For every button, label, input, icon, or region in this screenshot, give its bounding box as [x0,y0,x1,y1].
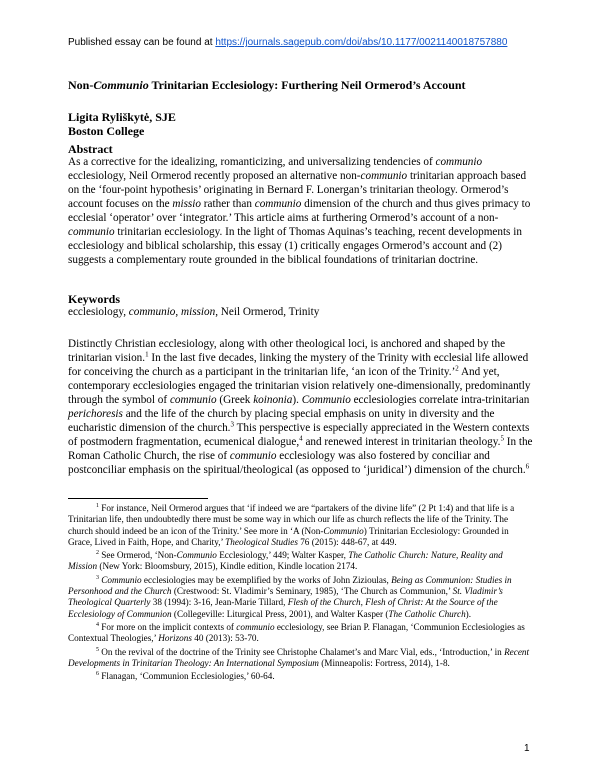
footnote-ref: 4 [299,434,303,443]
footnote-6: $^6$ Flanagan, ‘Communion Ecclesiologies,’ 60-64. [96,671,275,682]
author-block [68,110,176,138]
body-paragraph: Distinctly Christian ecclesiology, along with other theological loci, is anchored and shaped by the trinitarian vision.$^1$ In the last five decades, linking the mystery of the Trinity with ecclesial life allowed for conceiving the church as a participant in the trinitarian life, ‘an icon of the Trinity.’$^2$ And yet, contemporary ecclesiologies engaged the trinitarian vision relatively one-dimensionally, predominantly through the symbol of communio (Greek koinonia). Communio ecclesiologies correlate intra-trinitarian perichoresis and the life of the church by placing special emphasis on unity in diversity and the eucharistic dimension of the church.$^3$ This perspective is especially appreciated in the Western contexts of postmodern fragmentation, ecumenical dialogue,$^4$ and renewed interest in trinitarian theology.$^5$ In the Roman Catholic Church, the rise of communio ecclesiology was also fostered by conciliar and postconciliar emphasis on the spiritual/theological (as opposed to ‘juridical’) dimension of the church.$^6$ [68,338,533,476]
keywords-text: ecclesiology, communio, mission, Neil Ormerod, Trinity [68,306,320,318]
author-name: Ligita Ryliškytė, SJE [68,110,176,124]
footnote-ref: 1 [145,350,149,359]
page-number: 1 [524,743,530,754]
footnote-ref: 6 [525,462,530,471]
publication-note [68,37,507,48]
doi-link[interactable]: https://journals.sagepub.com/doi/abs/10.1177/0021140018757880 [215,37,508,48]
footnote-ref: 3 [230,420,234,429]
footnote-ref: 5 [500,434,504,443]
footnotes [68,503,534,684]
author-affiliation: Boston College [68,124,145,138]
footnote-3: $^3$ Communio ecclesiologies may be exemplified by the works of John Zizioulas, Being as Communion: Studies in Personhood and the Church (Crestwood: St. Vladimir’s Seminary, 1985), ‘The Church as Communion,’ St. Vladimir’s Theological Quarterly 38 (1994): 3-16, Jean-Marie Tillard, Flesh of the Church, Flesh of Christ: At the Source of the Ecclesiology of Communion (Collegeville: Liturgical Press, 2001), and Walter Kasper (The Catholic Church). [68,574,512,619]
article-title: Non-Communio Trinitarian Ecclesiology: Furthering Neil Ormerod’s Account [68,78,466,92]
keywords-heading: Keywords [68,292,120,306]
footnote-5: $^5$ On the revival of the doctrine of the Trinity see Christophe Chalamet’s and Marc Vial, eds., ‘Introduction,’ in Recent Developments in Trinitarian Theology: An International Symposium (Minneapolis: Fortress, 2014), 1-8. [68,646,530,668]
abstract-text: As a corrective for the idealizing, romanticizing, and universalizing tendencies of communio ecclesiology, Neil Ormerod recently proposed an alternative non-communio trinitarian approach based on the ‘four-point hypothesis’ originating in Bernard F. Lonergan’s trinitarian theology. Ormerod’s account focuses on the missio rather than communio dimension of the church and thus gives primacy to ecclesial ‘operator’ over ‘integrator.’ This article aims at furthering Ormerod’s account of a non-communio trinitarian ecclesiology. In the light of Thomas Aquinas’s teaching, recent developments in ecclesiology and biblical scholarship, this essay (1) critically engages Ormerod’s account and (2) suggests a complementary route grounded in the biblical foundations of trinitarian doctrine. [68,156,531,266]
footnote-divider [68,498,208,499]
footnote-4: $^4$ For more on the implicit contexts of communio ecclesiology, see Brian P. Flanagan, ‘Communion Ecclesiologies as Contextual Theologies,’ Horizons 40 (2013): 53-70. [68,621,525,644]
footnote-1: $^1$ For instance, Neil Ormerod argues that ‘if indeed we are “partakers of the divine life” (2 Pt 1:4) and that life is a Trinitarian life, then undoubtedly there must be some way in which our life as church reflects the life of the Trinity. The church should indeed be an icon of the Trinity.’ See more in ‘A (Non-Communio) Trinitarian Ecclesiology: Grounded in Grace, Lived in Faith, Hope, and Charity,’ Theological Studies 76 (2015): 448-67, at 449. [68,502,515,547]
footnote-2: $^2$ See Ormerod, ‘Non-Communio Ecclesiology,’ 449; Walter Kasper, The Catholic Church: Nature, Reality and Mission (New York: Bloomsbury, 2015), Kindle edition, Kindle location 2174. [68,550,503,572]
abstract-heading: Abstract [68,142,113,156]
publication-note-text: Published essay can be found at [68,37,216,48]
footnote-ref: 2 [455,364,459,373]
